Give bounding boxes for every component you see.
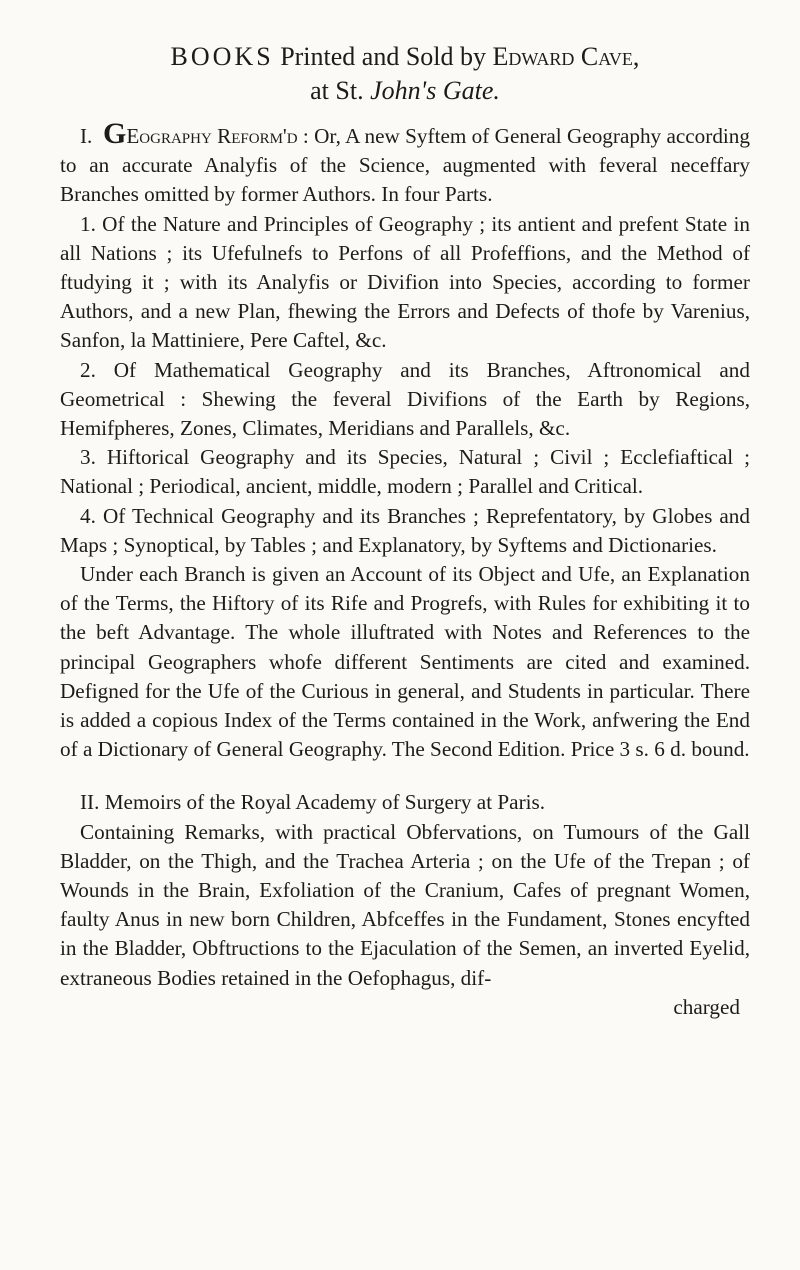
header-printer: Edward Cave, bbox=[492, 42, 640, 71]
header-line-1 bbox=[60, 40, 750, 74]
header-gate: 's Gate. bbox=[420, 76, 500, 105]
book-advertisement-page bbox=[60, 40, 750, 1022]
entry-part-4: 4. Of Technical Geography and its Branches ; Reprefentatory, by Globes and Maps ; Synoptical, by Tables ; and Explanatory, by Syftems and Dictionaries. bbox=[60, 503, 750, 557]
header-line-2 bbox=[60, 74, 750, 108]
entry-geography-intro bbox=[60, 117, 750, 210]
spacer bbox=[60, 764, 750, 788]
header bbox=[60, 40, 750, 108]
entry-part-1: 1. Of the Nature and Principles of Geography ; its antient and prefent State in all Nations ; its Ufefulnefs to Perfons of all Profeffions, and the Method of ftudying it ; with its Analyfis or Divifion into Species, according to former Authors, and a new Plan, fhewing the Errors and Defects of thofe by Varenius, Sanfon, la Mattiniere, Pere Caftel, &c. bbox=[60, 211, 750, 353]
drop-cap: G bbox=[103, 117, 127, 150]
entry-intro-text: Or, A new Syftem of General Geography according to an accurate Analyfis of the Science, augmented with feveral neceffary Branches omitted by former Authors. In four Parts. bbox=[60, 124, 750, 207]
header-at: at St. bbox=[310, 76, 364, 105]
header-printed-sold: Printed and Sold by bbox=[280, 42, 487, 71]
entry-geography bbox=[60, 117, 750, 764]
entry-description: Under each Branch is given an Account of its Object and Ufe, an Explanation of the Terms, the Hiftory of its Rife and Progrefs, with Rules for exhibiting it to the beft Advantage. The whole illuftrated with Notes and References to the principal Geographers whofe different Sentiments are cited and examined. Defigned for the Ufe of the Curious in general, and Students in particular. There is added a copious Index of the Terms contained in the Work, anfwering the End of a Dictionary of General Geography. The Second Edition. Price 3 s. 6 d. bound. bbox=[60, 562, 750, 762]
entry-part-2: 2. Of Mathematical Geography and its Branches, Aftronomical and Geometrical : Shewing the feveral Divifions of the Earth by Regions, Hemifpheres, Zones, Climates, Meridians and Parallels, &c. bbox=[60, 357, 750, 441]
entry-title: Eography Reform'd : bbox=[126, 124, 309, 148]
entry-number: I. bbox=[80, 124, 93, 148]
header-books: BOOKS bbox=[170, 42, 274, 71]
entry-memoirs-body: Containing Remarks, with practical Obfervations, on Tumours of the Gall Bladder, on the Thigh, and the Trachea Arteria ; on the Ufe of the Trepan ; of Wounds in the Brain, Exfoliation of the Cranium, Cafes of pregnant Women, faulty Anus in new born Children, Abfceffes in the Fundament, Stones encyfted in the Bladder, Obftructions to the Ejaculation of the Semen, an inverted Eyelid, extraneous Bodies retained in the Oefophagus, dif- bbox=[60, 819, 750, 990]
header-john: John bbox=[370, 76, 421, 105]
entry-memoirs bbox=[60, 788, 750, 992]
catchword: charged bbox=[673, 994, 740, 1019]
entry-memoirs-heading: II. Memoirs of the Royal Academy of Surgery at Paris. bbox=[80, 790, 546, 815]
entry-part-3: 3. Hiftorical Geography and its Species, Natural ; Civil ; Ecclefiaftical ; National ; Periodical, ancient, middle, modern ; Parallel and Critical. bbox=[60, 445, 750, 499]
